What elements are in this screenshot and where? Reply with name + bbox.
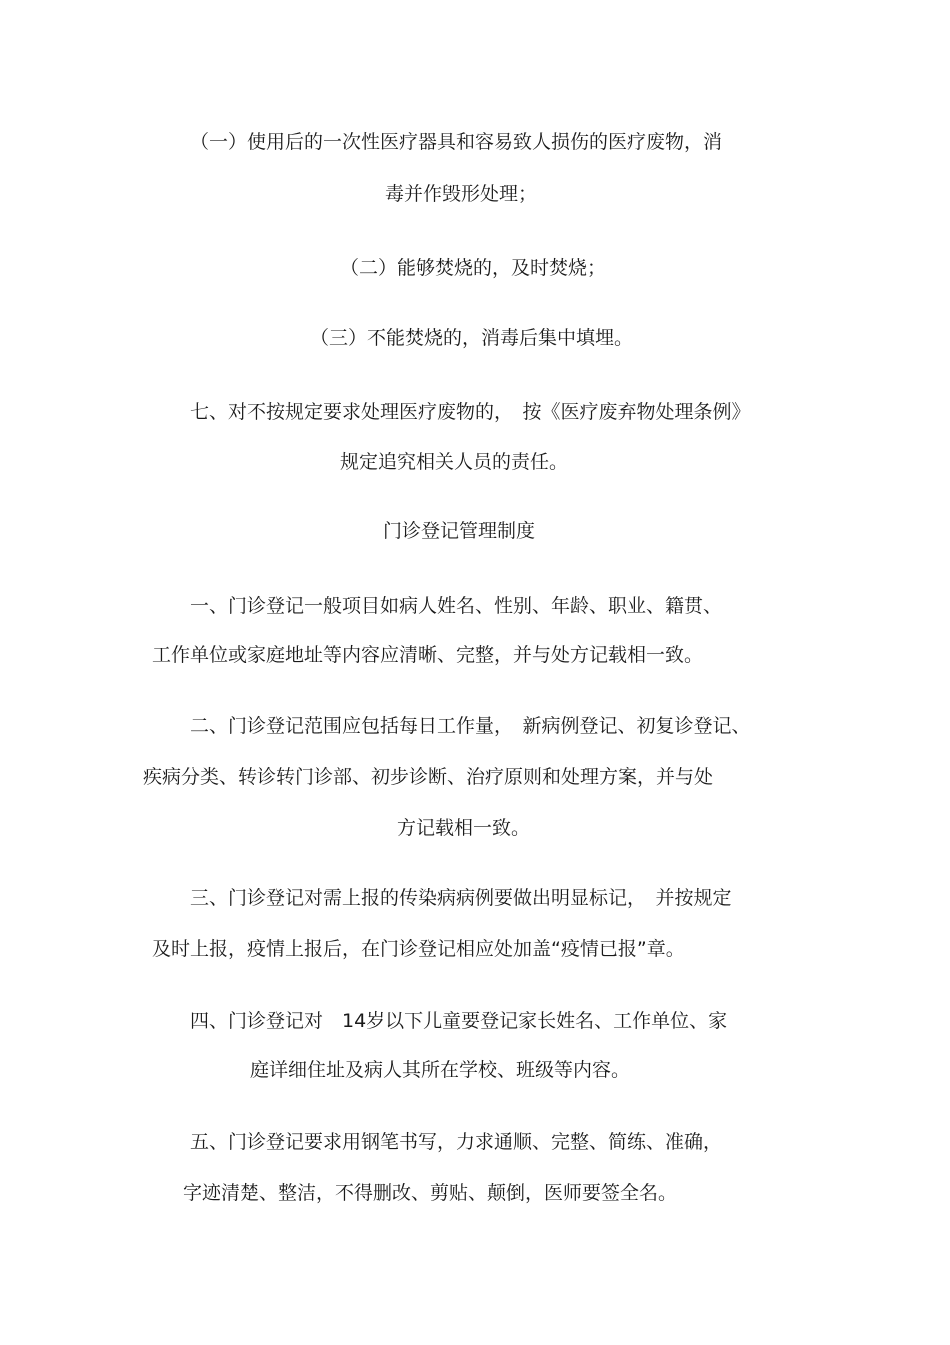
paragraph-line: 七、对不按规定要求处理医疗废物的， 按《医疗废弃物处理条例》 (190, 401, 751, 423)
paragraph-line: 五、门诊登记要求用钢笔书写，力求通顺、完整、简练、准确， (190, 1131, 723, 1153)
paragraph-line: （二）能够焚烧的，及时焚烧； (340, 257, 607, 279)
paragraph-line: （三）不能焚烧的，消毒后集中填埋。 (310, 327, 634, 349)
paragraph-line: 二、门诊登记范围应包括每日工作量， 新病例登记、初复诊登记、 (190, 715, 751, 737)
paragraph-line: 毒并作毁形处理； (385, 183, 538, 205)
paragraph-line: 一、门诊登记一般项目如病人姓名、性别、年龄、职业、籍贯、 (190, 595, 723, 617)
paragraph-line: 及时上报，疫情上报后，在门诊登记相应处加盖“疫情已报”章。 (152, 938, 685, 960)
paragraph-line: 工作单位或家庭地址等内容应清晰、完整，并与处方记载相一致。 (152, 644, 704, 666)
section-title: 门诊登记管理制度 (383, 520, 536, 542)
paragraph-line: （一）使用后的一次性医疗器具和容易致人损伤的医疗废物，消 (190, 131, 723, 153)
paragraph-line: 规定追究相关人员的责任。 (340, 451, 569, 473)
paragraph-line: 四、门诊登记对 14岁以下儿童要登记家长姓名、工作单位、家 (190, 1010, 728, 1032)
paragraph-line: 字迹清楚、整洁，不得删改、剪贴、颠倒，医师要签全名。 (183, 1182, 678, 1204)
paragraph-line: 三、门诊登记对需上报的传染病病例要做出明显标记， 并按规定 (190, 887, 732, 909)
paragraph-line: 方记载相一致。 (397, 817, 531, 839)
paragraph-line: 庭详细住址及病人其所在学校、班级等内容。 (250, 1059, 631, 1081)
paragraph-line: 疾病分类、转诊转门诊部、初步诊断、治疗原则和处理方案，并与处 (143, 766, 714, 788)
